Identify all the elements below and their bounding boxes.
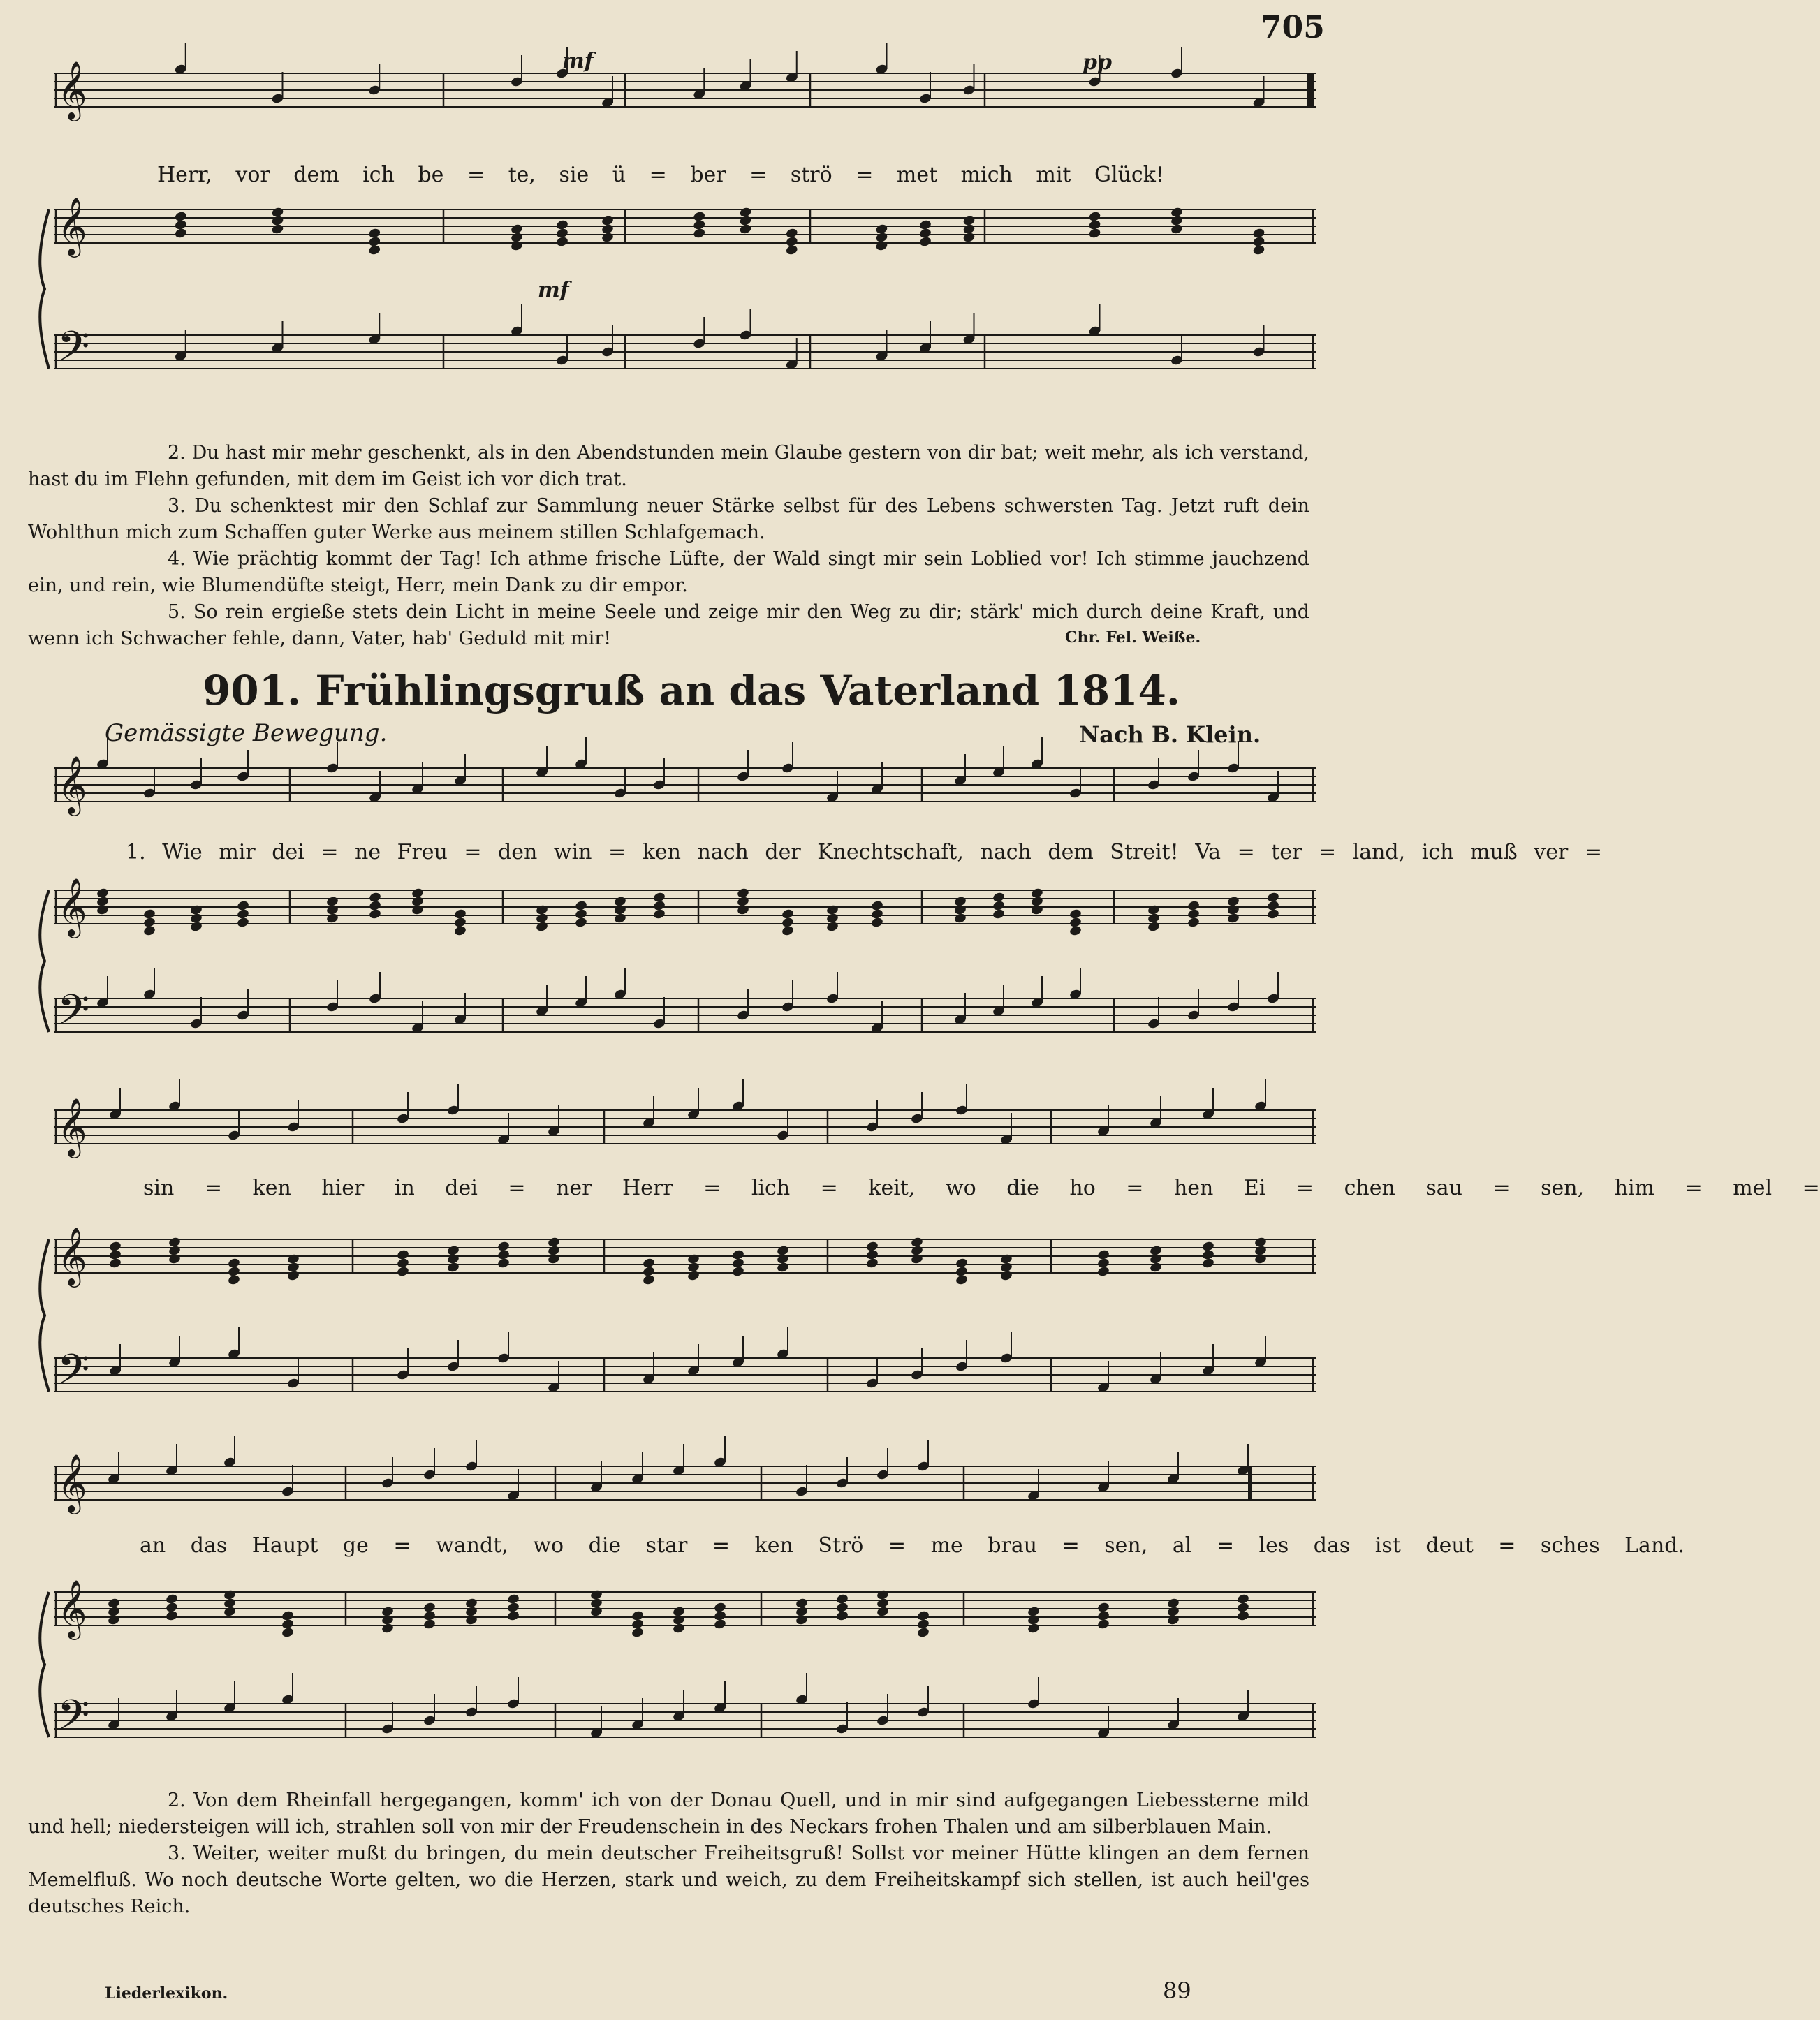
sys3-staff2-chordhead [835,1610,849,1622]
sys3-staff2-chordhead [423,1619,436,1630]
sys3-staff2-chordhead [506,1610,520,1622]
sys3-staff2-chordhead [107,1614,120,1626]
sys3-staff2-chordhead [672,1623,685,1635]
lyrics-line-3: an das Haupt ge = wandt, wo die star = ken Strö = me brau = sen, al = les das ist deut = sches Land. [140,1533,1685,1558]
sys2-staff1-clef: 𝄞 [57,1097,87,1156]
sys1-staff3-clef: 𝄢 [57,985,90,1044]
sys3-staff2-chordhead [1027,1623,1040,1635]
sys0-treble-chordhead [510,240,523,252]
sys2-staff2-chordhead [168,1253,181,1265]
footer-source: Liederlexikon. [105,1984,228,2003]
sys0-treble-chordhead [601,232,614,244]
sys2-staff2-chordhead [776,1262,789,1274]
sys1-staff2-chordhead [142,925,156,937]
sys2-staff2-chordhead [731,1266,744,1278]
sys1-staff2-chordhead [1187,917,1200,929]
sys2-staff2-chordhead [910,1253,923,1265]
sys0-brace [40,209,49,369]
sys1-staff2-chordhead [825,921,839,933]
sys3-staff2-chordhead [795,1614,808,1626]
sys0-treble-chordhead [271,223,284,235]
sys0-treble-chordhead [1088,228,1101,239]
dynamic-pp: pp [1083,50,1112,75]
sys1-staff2-chordhead [613,913,626,924]
sys2-staff2-chordhead [999,1270,1013,1282]
sys3-staff2-chordhead [165,1610,178,1622]
sys2-staff2-chordhead [286,1270,300,1282]
sys2-staff2-chordhead [642,1274,655,1286]
verse-prev-3: 3. Du schenktest mir den Schlaf zur Sammlung neuer Stärke selbst für des Lebens schwersten Tag. Jetzt ruft dein Wohlthun mich zum Schaffen guter Werke aus meinem stillen Schlafgemach. [28,495,1309,543]
tempo-marking: Gemässigte Bewegung. [105,719,388,747]
sys2-staff2-clef: 𝄞 [57,1226,87,1285]
sys0-treble-chordhead [555,236,568,248]
sys3-staff2-chordhead [464,1614,478,1626]
verse-901-2: 2. Von dem Rheinfall hergegangen, komm' ich von der Donau Quell, und in mir sind aufgegangen Liebessterne mild und hell; niedersteigen will ich, strahlen soll von mir der Freudenschein in des Neckars frohen Thalen und am silberblauen Main. [28,1790,1309,1838]
sys3-staff2-chordhead [1096,1619,1110,1630]
verse-prev-2: 2. Du hast mir mehr geschenkt, als in den Abendstunden mein Glaube gestern von dir bat; weit mehr, als ich verstand, hast du im Flehn gefunden, mit dem im Geist ich vor dich trat. [28,442,1309,490]
sys3-staff2-chordhead [916,1627,930,1639]
verses-901 [28,1787,1309,1920]
sys3-staff2-chordhead [381,1623,394,1635]
sys2-brace [40,1239,49,1392]
lyrics-line-2: sin = ken hier in dei = ner Herr = lich = keit, wo die ho = hen Ei = chen sau = sen, him = mel = [143,1176,1820,1200]
sys3-staff1-clef: 𝄞 [57,1453,87,1512]
sys3-staff2-clef: 𝄞 [57,1579,87,1637]
footer-sheet-number: 89 [1163,1977,1191,2004]
sys1-staff1-clef: 𝄞 [57,755,87,813]
sys0-treble-chordhead [1170,223,1183,235]
sys2-staff2-chordhead [108,1258,122,1269]
sys1-staff2-chordhead [1226,913,1240,924]
sys0-treble-chordhead [962,232,976,244]
sys1-staff2-chordhead [1266,908,1279,920]
sys1-staff2-chordhead [453,925,467,937]
sys1-staff2-chordhead [236,917,249,929]
sys0-treble-chordhead [739,223,752,235]
sys0-treble-clef: 𝄞 [57,196,87,255]
sys1-brace [40,890,49,1032]
sys1-staff2-chordhead [325,913,339,924]
sys3-staff2-chordhead [1236,1610,1249,1622]
sys2-staff2-chordhead [547,1253,560,1265]
sys1-staff2-chordhead [189,921,203,933]
sys1-staff2-chordhead [781,925,794,937]
sys0-treble-chordhead [693,228,706,239]
sys2-staff2-chordhead [955,1274,968,1286]
sys2-staff2-chordhead [227,1274,240,1286]
sys2-staff2-chordhead [1149,1262,1162,1274]
sys0-treble-chordhead [174,228,187,239]
sys2-staff2-chordhead [396,1266,409,1278]
sys0-treble-chordhead [875,240,888,252]
sys0-voice-clef: 𝄞 [57,60,87,119]
hymn-title: 901. Frühlingsgruß an das Vaterland 1814. [202,667,1181,714]
sys0-treble-chordhead [368,244,381,256]
sys2-staff2-chordhead [497,1258,510,1269]
sys3-staff2-chordhead [713,1619,726,1630]
sys1-staff2-chordhead [736,904,749,916]
sys1-staff2-chordhead [1147,921,1160,933]
page-number: 705 [1261,10,1325,45]
dynamic-mf: mf [562,49,594,73]
sys2-staff3-clef: 𝄢 [57,1345,90,1403]
sys0-bass-clef: 𝄢 [57,322,90,381]
sys2-staff2-chordhead [687,1270,700,1282]
sys1-staff2-clef: 𝄞 [57,877,87,936]
sys1-staff2-chordhead [574,917,587,929]
lyrics-line-1: 1. Wie mir dei = ne Freu = den win = ken nach der Knechtschaft, nach dem Streit! Va = ter = land, ich muß ver = [126,840,1603,864]
author-prev: Chr. Fel. Weiße. [1065,628,1201,647]
dynamic-mf-piano: mf [538,278,569,302]
sys3-staff2-chordhead [631,1627,644,1639]
sys3-staff2-chordhead [589,1606,603,1618]
sys2-staff2-chordhead [1096,1266,1110,1278]
sys1-staff2-chordhead [953,913,967,924]
sys3-brace [40,1592,49,1737]
sys0-treble-chordhead [785,244,798,256]
sys1-staff2-chordhead [1069,925,1082,937]
sys3-staff2-chordhead [876,1606,889,1618]
arranger: Nach B. Klein. [1079,721,1261,748]
sys2-staff2-chordhead [865,1258,879,1269]
sys1-staff2-chordhead [368,908,381,920]
sys3-staff3-clef: 𝄢 [57,1690,90,1749]
sys3-staff2-chordhead [223,1606,236,1618]
lyrics-prev: Herr, vor dem ich be = te, sie ü = ber = strö = met mich mit Glück! [157,163,1164,187]
verses-prev [28,440,1309,652]
verse-901-3: 3. Weiter, weiter mußt du bringen, du mein deutscher Freiheitsgruß! Sollst vor meiner Hütte klingen an dem fernen Memelfluß. Wo noch deutsche Worte gelten, wo die Herzen, stark und weich, zu dem Freiheitskampf sich stellen, ist auch heil'ges deutsches Reich. [28,1843,1309,1917]
sys1-staff2-chordhead [535,921,548,933]
sys2-staff2-chordhead [446,1262,460,1274]
sys1-staff2-chordhead [652,908,666,920]
sys3-staff2-chordhead [281,1627,294,1639]
sys3-staff2-chordhead [1166,1614,1180,1626]
sys1-staff2-chordhead [96,904,109,916]
sys2-staff2-chordhead [1201,1258,1214,1269]
sys0-treble-chordhead [1252,244,1265,256]
sys1-staff2-chordhead [411,904,424,916]
sys1-staff2-chordhead [870,917,883,929]
verse-prev-4: 4. Wie prächtig kommt der Tag! Ich athme frische Lüfte, der Wald singt mir sein Loblied vor! Ich stimme jauchzend ein, und rein, wie Blumendüfte steigt, Herr, mein Dank zu dir empor. [28,548,1309,596]
verse-prev-5: 5. So rein ergieße stets dein Licht in meine Seele und zeige mir den Weg zu dir; stärk' mich durch deine Kraft, und wenn ich Schwacher fehle, dann, Vater, hab' Geduld mit mir! [28,601,1309,649]
sys0-treble-chordhead [918,236,932,248]
sys1-staff2-chordhead [1030,904,1043,916]
sys1-staff2-chordhead [992,908,1005,920]
sys2-staff2-chordhead [1254,1253,1267,1265]
